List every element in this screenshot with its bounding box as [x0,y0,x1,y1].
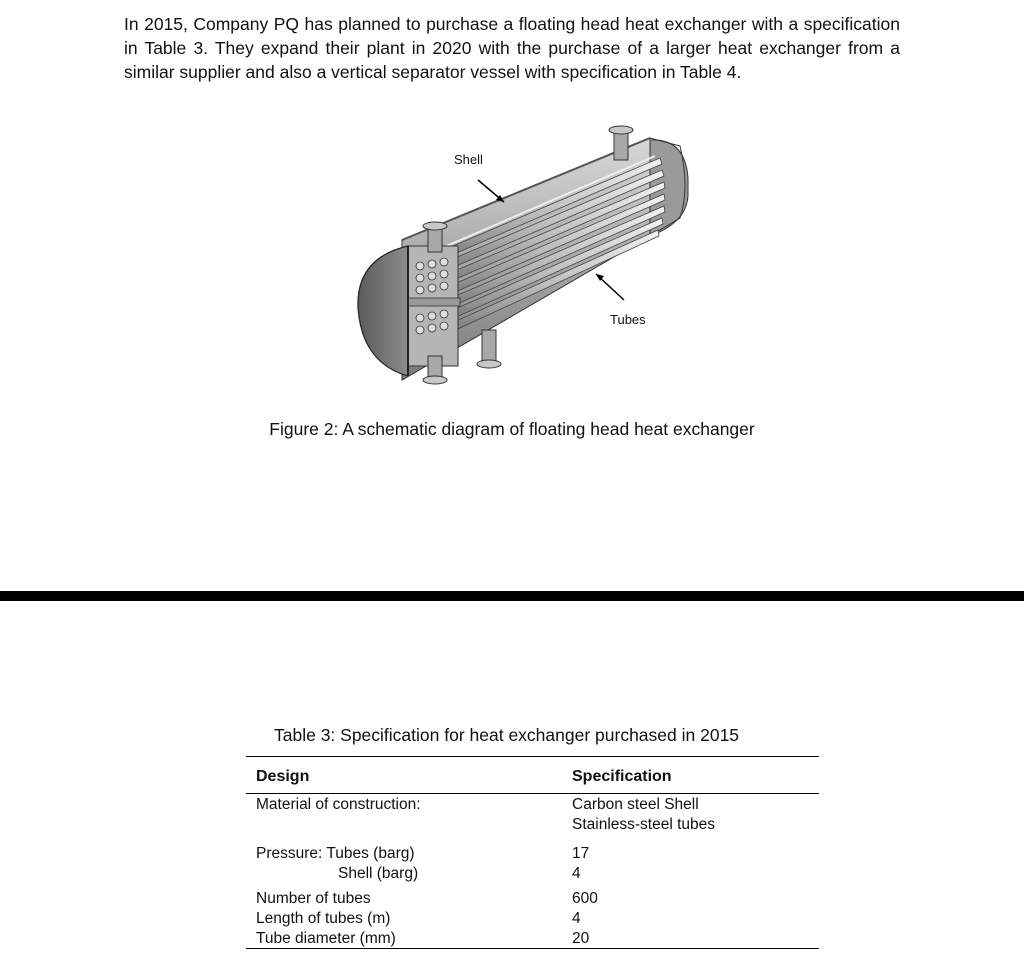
heat-exchanger-figure [350,118,690,388]
tubes-label: Tubes [610,312,646,327]
material-label: Material of construction: [256,796,421,813]
length-label: Length of tubes (m) [256,910,391,927]
figure-caption: Figure 2: A schematic diagram of floating head heat exchanger [269,419,755,439]
length-value: 4 [572,910,581,927]
pressure-shell-label: Shell (barg) [338,865,419,882]
diameter-label: Tube diameter (mm) [256,930,396,947]
num-tubes-label: Number of tubes [256,890,371,907]
table-top-rule [246,756,819,757]
shell-label: Shell [454,152,483,167]
header-specification: Specification [572,768,672,785]
material-value-shell: Carbon steel Shell [572,796,699,813]
heat-exchanger-diagram [350,118,690,388]
pressure-tubes-label: Pressure: Tubes (barg) [256,845,415,862]
table-title: Table 3: Specification for heat exchanger purchased in 2015 [274,725,740,745]
diameter-value: 20 [572,930,590,947]
channel-head [358,246,408,376]
pressure-shell-value: 4 [572,865,581,882]
page-divider [0,591,1024,601]
table-header-rule [246,793,819,794]
intro-paragraph: In 2015, Company PQ has planned to purchase a floating head heat exchanger with a specification in Table 3. They expand their plant in 2020 with the purchase of a larger heat exchanger from a similar supplier and also a vertical separator vessel with specification in Table 4. [124,14,900,82]
header-design: Design [256,768,310,785]
num-tubes-value: 600 [572,890,598,907]
pressure-tubes-value: 17 [572,845,590,862]
material-value-tubes: Stainless-steel tubes [572,816,716,833]
